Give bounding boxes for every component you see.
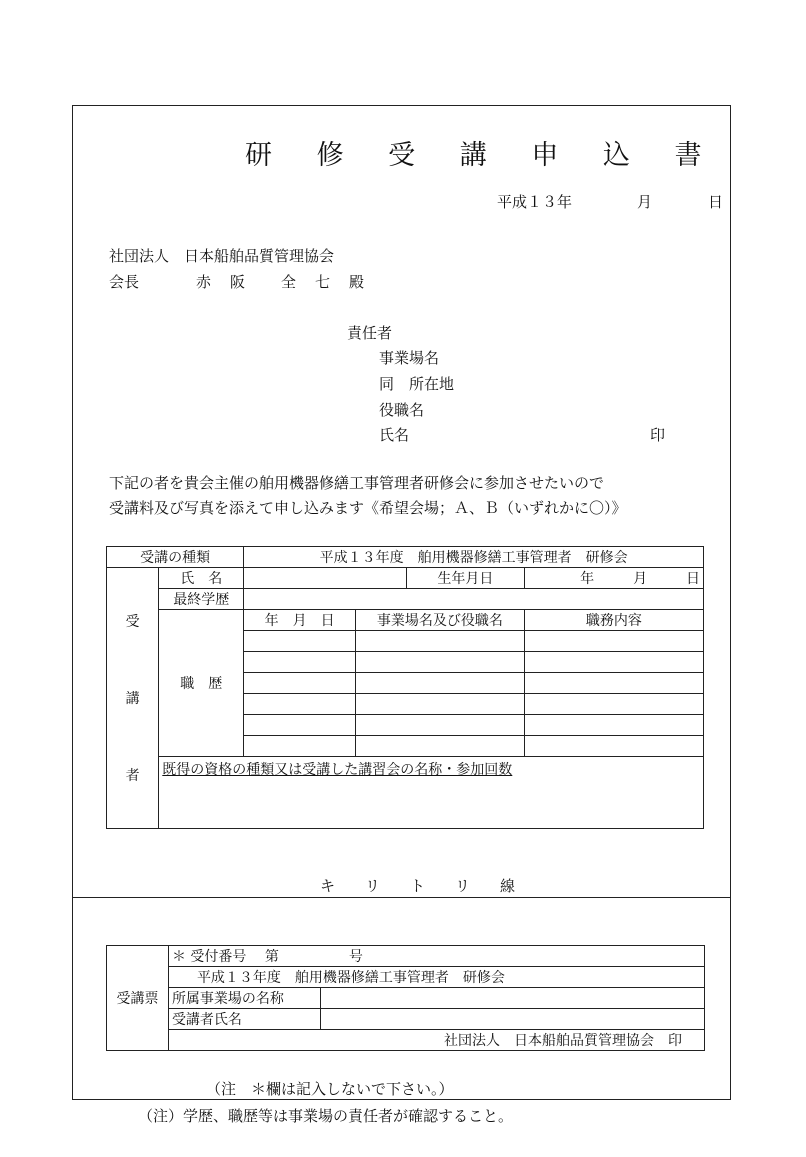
career-office-cell[interactable] <box>356 652 525 673</box>
note-outer: （注）学歴、職歴等は事業場の責任者が確認すること。 <box>138 1107 514 1125</box>
intro-line-1: 下記の者を貴会主催の舶用機器修繕工事管理者研修会に参加させたいので <box>109 474 605 492</box>
position-label: 役職名 <box>379 401 425 419</box>
cut-line-rule <box>73 897 730 898</box>
addressee-org: 社団法人 日本船舶品質管理協会 <box>109 247 335 265</box>
career-header-office: 事業場名及び役職名 <box>356 610 525 631</box>
career-date-cell[interactable] <box>244 694 356 715</box>
education-label: 最終学歴 <box>159 589 244 610</box>
seal-mark: 印 <box>650 426 666 444</box>
date-day: 日 <box>708 193 724 211</box>
office-address-label: 同 所在地 <box>379 375 455 393</box>
career-office-cell[interactable] <box>356 736 525 757</box>
ticket-course: 平成１３年度 舶用機器修繕工事管理者 研修会 <box>168 967 704 988</box>
trainee-label-cell <box>107 568 159 829</box>
career-date-cell[interactable] <box>244 673 356 694</box>
career-duties-cell[interactable] <box>524 715 703 736</box>
date-era: 平成１３年 <box>497 193 573 211</box>
birth-day-label: 日 <box>685 571 700 587</box>
birth-field[interactable] <box>524 568 703 589</box>
career-office-cell[interactable] <box>356 631 525 652</box>
ticket-office-field[interactable] <box>320 988 704 1009</box>
responsible-name-label: 氏名 <box>379 426 410 444</box>
qualification-label: 既得の資格の種類又は受講した講習会の名称・参加回数 <box>162 762 513 778</box>
career-label: 職 歴 <box>159 610 244 757</box>
career-date-cell[interactable] <box>244 652 356 673</box>
education-field[interactable] <box>244 589 704 610</box>
career-date-cell[interactable] <box>244 736 356 757</box>
career-duties-cell[interactable] <box>524 652 703 673</box>
course-name: 平成１３年度 舶用機器修繕工事管理者 研修会 <box>244 547 704 568</box>
career-duties-cell[interactable] <box>524 631 703 652</box>
ticket-table <box>106 945 705 1051</box>
trainee-char-3: 者 <box>125 767 140 784</box>
addressee-chair-label: 会長 <box>109 273 140 291</box>
office-name-label: 事業場名 <box>379 349 440 367</box>
qualification-field[interactable] <box>159 757 704 829</box>
date-month: 月 <box>637 193 653 211</box>
note-inner: （注 ＊欄は記入しないで下さい。） <box>206 1080 454 1098</box>
career-duties-cell[interactable] <box>524 736 703 757</box>
name-label: 氏 名 <box>159 568 244 589</box>
career-duties-cell[interactable] <box>524 694 703 715</box>
ticket-name-label: 受講者氏名 <box>168 1009 320 1030</box>
career-office-cell[interactable] <box>356 673 525 694</box>
ticket-issuer: 社団法人 日本船舶品質管理協会 印 <box>168 1030 704 1051</box>
career-office-cell[interactable] <box>356 715 525 736</box>
reception-number: ＊ 受付番号 第 号 <box>168 946 704 967</box>
intro-line-2: 受講料及び写真を添えて申し込みます《希望会場；Ａ、Ｂ（いずれかに〇）》 <box>109 499 627 517</box>
ticket-office-label: 所属事業場の名称 <box>168 988 320 1009</box>
responsible-heading: 責任者 <box>347 324 393 342</box>
course-type-label: 受講の種類 <box>107 547 244 568</box>
career-header-duties: 職務内容 <box>524 610 703 631</box>
trainee-char-1: 受 <box>125 614 140 631</box>
page-title: 研 修 受 講 申 込 書 <box>245 140 720 171</box>
ticket-name-field[interactable] <box>320 1009 704 1030</box>
application-table <box>106 546 704 829</box>
career-duties-cell[interactable] <box>524 673 703 694</box>
addressee-chair-name: 赤 阪 全 七 殿 <box>196 273 367 291</box>
ticket-label: 受講票 <box>107 946 169 1051</box>
career-date-cell[interactable] <box>244 715 356 736</box>
birth-month-label: 月 <box>633 571 648 587</box>
birth-label: 生年月日 <box>407 568 525 589</box>
name-field[interactable] <box>244 568 407 589</box>
career-date-cell[interactable] <box>244 631 356 652</box>
cut-line-text: キ リ ト リ 線 <box>320 877 516 895</box>
career-office-cell[interactable] <box>356 694 525 715</box>
career-header-date: 年 月 日 <box>244 610 356 631</box>
trainee-char-2: 講 <box>125 690 140 707</box>
birth-year-label: 年 <box>580 571 595 587</box>
